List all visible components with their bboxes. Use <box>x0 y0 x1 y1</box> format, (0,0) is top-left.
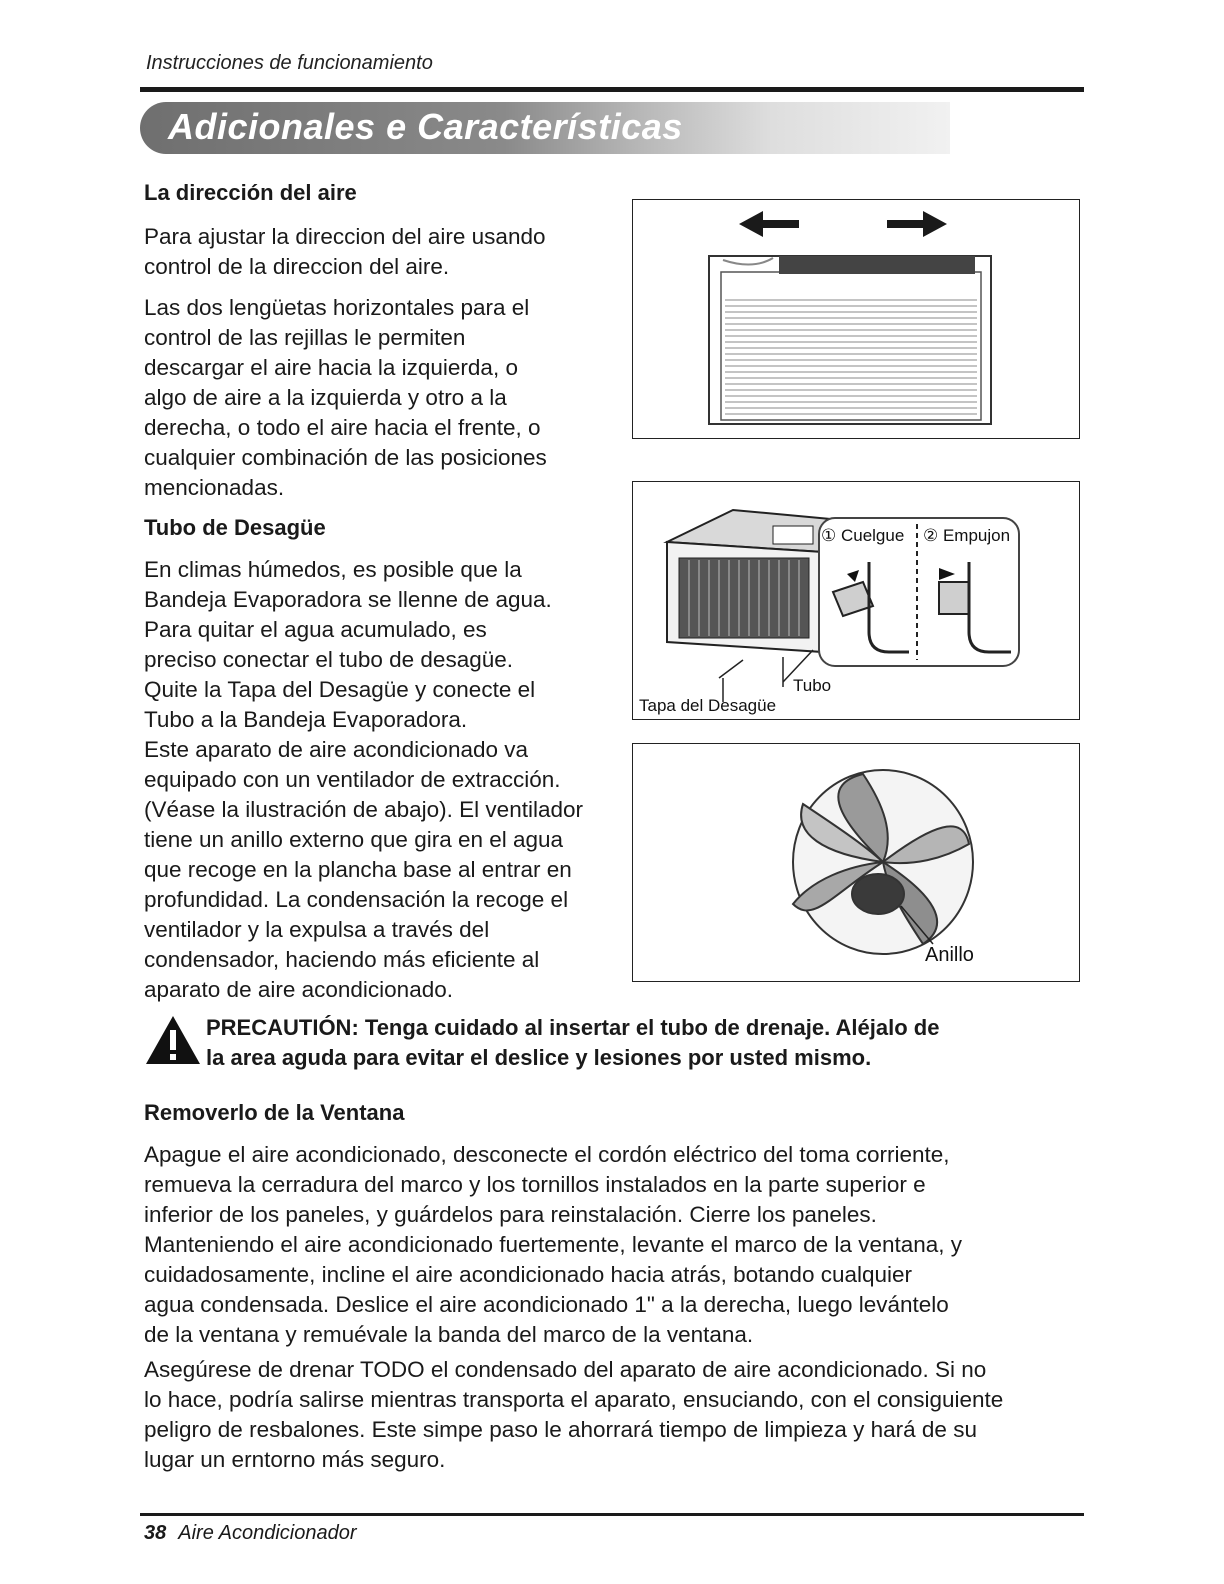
text-line: derecha, o todo el aire hacia el frente, o <box>144 415 541 440</box>
page-number: 38 <box>144 1522 167 1544</box>
text-line: equipado con un ventilador de extracción. <box>144 767 561 792</box>
text-line: Para ajustar la direccion del aire usando <box>144 224 546 249</box>
drain-illustration <box>633 482 1079 719</box>
text-line: Las dos lengüetas horizontales para el <box>144 295 530 320</box>
text-line: remueva la cerradura del marco y los tornillos instalados en la parte superior e <box>144 1172 926 1197</box>
removal-paragraph-2 <box>144 1355 1104 1475</box>
text-line: Para quitar el agua acumulado, es <box>144 617 487 642</box>
hang-label: ① Cuelgue <box>821 526 905 545</box>
ring-label: Anillo <box>925 944 974 966</box>
footer <box>144 1522 357 1545</box>
removal-heading: Removerlo de la Ventana <box>144 1100 405 1125</box>
text-line: que recoge en la plancha base al entrar en <box>144 857 572 882</box>
warning-icon <box>144 1014 202 1066</box>
text-line: control de la direccion del aire. <box>144 254 450 279</box>
text-line: En climas húmedos, es posible que la <box>144 557 522 582</box>
text-line: lugar un erntorno más seguro. <box>144 1447 446 1472</box>
text-line: lo hace, podría salirse mientras transporta el aparato, ensuciando, con el consiguiente <box>144 1387 1004 1412</box>
text-line: peligro de resbalones. Este simpe paso le ahorrará tiempo de limpieza y hará de su <box>144 1417 977 1442</box>
section-title: Adicionales e Características <box>168 106 683 147</box>
text-line: condensador, haciendo más eficiente al <box>144 947 540 972</box>
footer-title: Aire Acondicionador <box>178 1522 357 1544</box>
text-line: ventilador y la expulsa a través del <box>144 917 490 942</box>
fan-blades <box>793 770 973 954</box>
air-direction-figure <box>632 199 1080 439</box>
text-line: Manteniendo el aire acondicionado fuertemente, levante el marco de la ventana, y <box>144 1232 963 1257</box>
drain-figure <box>632 481 1080 720</box>
text-line: control de las rejillas le permiten <box>144 325 466 350</box>
drain-paragraph-2 <box>144 735 634 1005</box>
caution-line: PRECAUTIÓN: Tenga cuidado al insertar el tubo de drenaje. Aléjalo de <box>206 1015 940 1040</box>
text-line: Este aparato de aire acondicionado va <box>144 737 529 762</box>
text-line: descargar el aire hacia la izquierda, o <box>144 355 518 380</box>
right-arrow-icon <box>887 211 947 237</box>
air-direction-heading: La dirección del aire <box>144 180 357 205</box>
text-line: agua condensada. Deslice el aire acondicionado 1" a la derecha, luego levántelo <box>144 1292 949 1317</box>
running-header: Instrucciones de funcionamiento <box>146 52 433 74</box>
text-line: algo de aire a la izquierda y otro a la <box>144 385 507 410</box>
text-line: de la ventana y remuévale la banda del marco de la ventana. <box>144 1322 754 1347</box>
text-line: inferior de los paneles, y guárdelos para reinstalación. Cierre los paneles. <box>144 1202 877 1227</box>
text-line: Tubo a la Bandeja Evaporadora. <box>144 707 468 732</box>
text-line: profundidad. La condensación la recoge el <box>144 887 569 912</box>
push-label: ② Empujon <box>923 526 1011 545</box>
text-line: cualquier combinación de las posiciones <box>144 445 547 470</box>
text-line: Bandeja Evaporadora se llenne de agua. <box>144 587 552 612</box>
text-line: aparato de aire acondicionado. <box>144 977 453 1002</box>
air-direction-paragraph-2 <box>144 293 624 503</box>
text-line: (Véase la ilustración de abajo). El ventilador <box>144 797 583 822</box>
air-direction-paragraph-1 <box>144 222 624 282</box>
left-arrow-icon <box>739 211 799 237</box>
fan-illustration <box>633 744 1079 981</box>
text-line: Apague el aire acondicionado, desconecte el cordón eléctrico del toma corriente, <box>144 1142 950 1167</box>
caution-line: la area aguda para evitar el deslice y lesiones por usted mismo. <box>206 1045 872 1070</box>
removal-paragraph-1 <box>144 1140 1094 1350</box>
drain-heading: Tubo de Desagüe <box>144 515 326 540</box>
louver-illustration <box>633 200 1079 438</box>
text-line: Quite la Tapa del Desagüe y conecte el <box>144 677 536 702</box>
drain-paragraph-1 <box>144 555 624 735</box>
caution-text <box>206 1013 1086 1073</box>
text-line: tiene un anillo externo que gira en el agua <box>144 827 564 852</box>
text-line: mencionadas. <box>144 475 285 500</box>
footer-rule <box>140 1513 1084 1516</box>
text-line: cuidadosamente, incline el aire acondicionado hacia atrás, botando cualquier <box>144 1262 913 1287</box>
text-line: preciso conectar el tubo de desagüe. <box>144 647 513 672</box>
text-line: Asegúrese de drenar TODO el condensado del aparato de aire acondicionado. Si no <box>144 1357 987 1382</box>
header-rule <box>140 87 1084 92</box>
drain-cap-label: Tapa del Desagüe <box>639 696 777 715</box>
tube-label: Tubo <box>793 676 832 695</box>
fan-figure <box>632 743 1080 982</box>
